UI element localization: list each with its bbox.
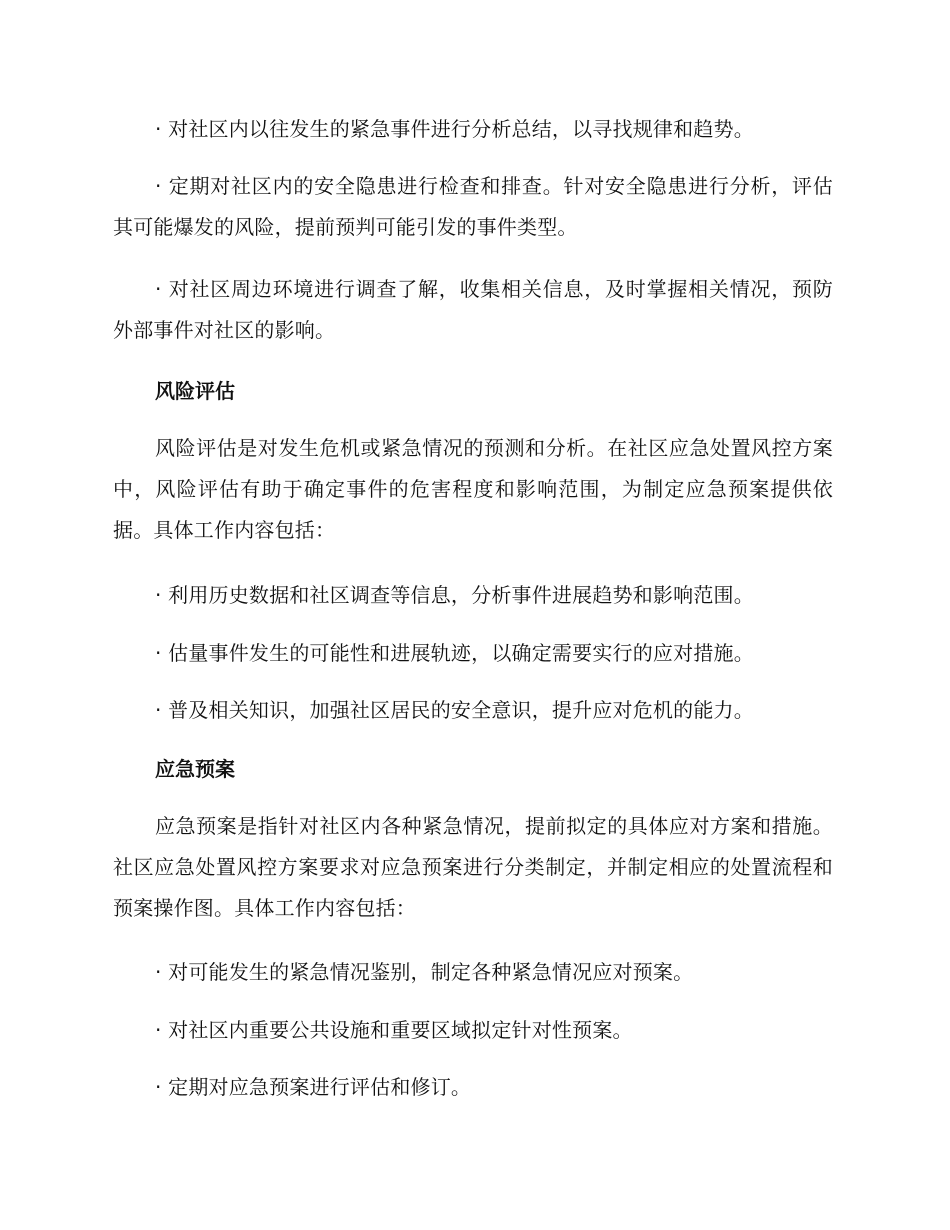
emergency-plan-paragraph: 应急预案是指针对社区内各种紧急情况，提前拟定的具体应对方案和措施。社区应急处置风控方案要求对应急预案进行分类制定，并制定相应的处置流程和预案操作图。具体工作内容包括： [113, 814, 833, 920]
intro-bullet-2: · 定期对社区内的安全隐患进行检查和排查。针对安全隐患进行分析，评估其可能爆发的风险，提前预判可能引发的事件类型。 [113, 174, 833, 239]
plan-bullet-2: · 对社区内重要公共设施和重要区域拟定针对性预案。 [155, 1018, 633, 1042]
risk-bullet-3: · 普及相关知识，加强社区居民的安全意识，提升应对危机的能力。 [155, 698, 754, 722]
risk-assessment-heading: 风险评估 [155, 379, 235, 403]
plan-bullet-1: · 对可能发生的紧急情况鉴别，制定各种紧急情况应对预案。 [155, 960, 694, 984]
emergency-plan-heading: 应急预案 [155, 757, 235, 781]
risk-bullet-1: · 利用历史数据和社区调查等信息，分析事件进展趋势和影响范围。 [155, 583, 754, 607]
risk-assessment-paragraph: 风险评估是对发生危机或紧急情况的预测和分析。在社区应急处置风控方案中，风险评估有助于确定事件的危害程度和影响范围，为制定应急预案提供依据。具体工作内容包括： [113, 436, 833, 542]
intro-bullet-1: · 对社区内以往发生的紧急事件进行分析总结，以寻找规律和趋势。 [155, 117, 754, 141]
risk-bullet-2: · 估量事件发生的可能性和进展轨迹，以确定需要实行的应对措施。 [155, 641, 754, 665]
plan-bullet-3: · 定期对应急预案进行评估和修订。 [155, 1075, 472, 1099]
intro-bullet-3: · 对社区周边环境进行调查了解，收集相关信息，及时掌握相关情况，预防外部事件对社区的影响。 [113, 277, 833, 342]
